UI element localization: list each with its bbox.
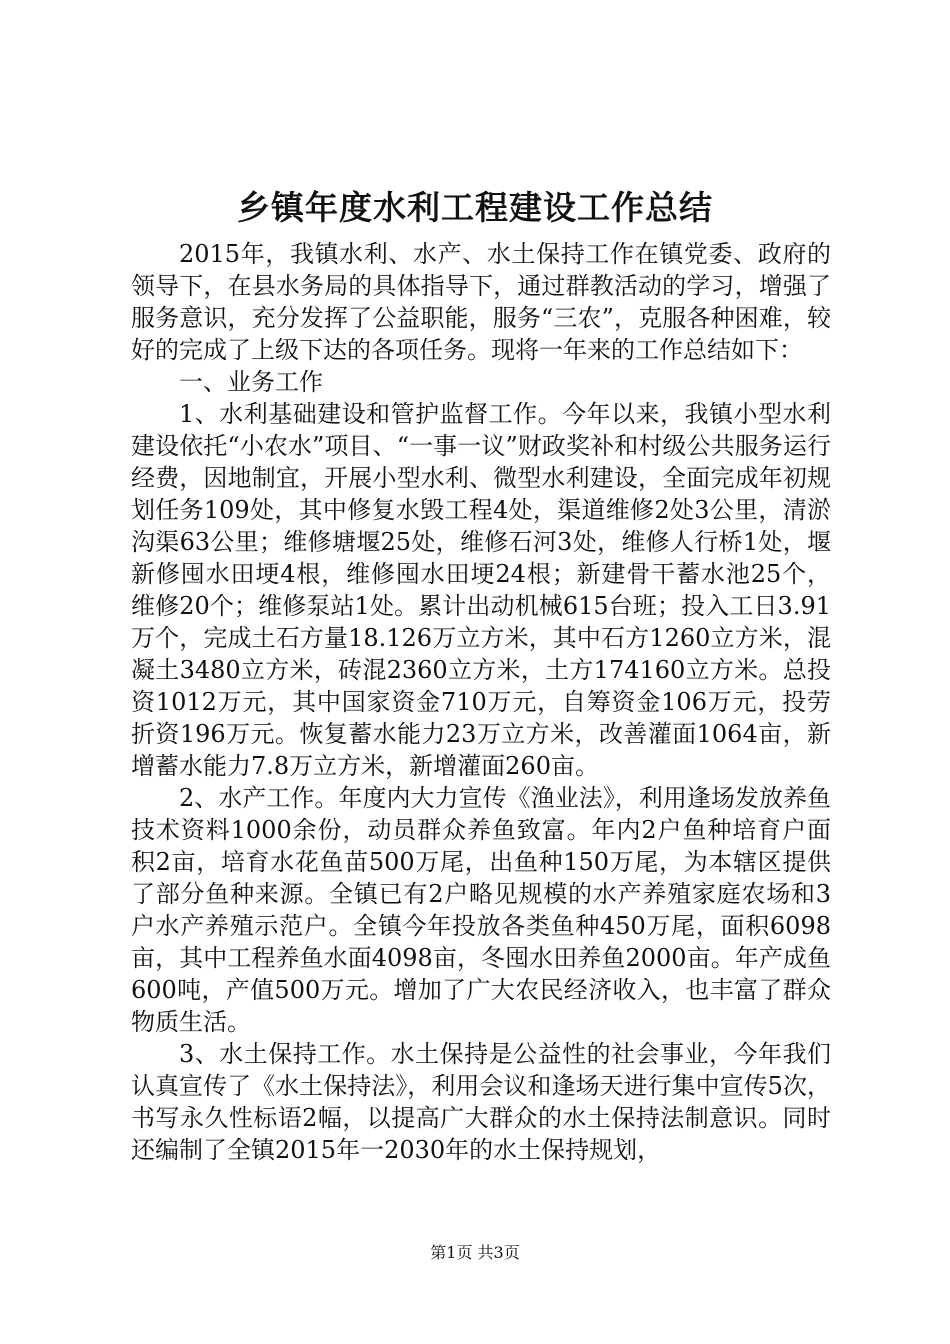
paragraph-soil-conservation: 3、水土保持工作。水土保持是公益性的社会事业，今年我们认真宣传了《水土保持法》，利用会议和逢场天进行集中宣传5次，书写永久性标语2幅，以提高广大群众的水土保持法制意识。同时还编制了全镇2015年一2030年的水土保持规划， bbox=[131, 1040, 831, 1164]
document-body bbox=[131, 238, 831, 1166]
paragraph-water-conservancy: 1、水利基础建设和管护监督工作。今年以来，我镇小型水利建设依托“小农水”项目、“一事一议”财政奖补和村级公共服务运行经费，因地制宜，开展小型水利、微型水利建设，全面完成年初规划任务109处，其中修复水毁工程4处，渠道维修2处3公里，清淤沟渠63公里；维修塘堰25处，维修石河3处，维修人行桥1处，堰新修囤水田埂4根，维修囤水田埂24根；新建骨干蓄水池25个，维修20个；维修泵站1处。累计出动机械615台班；投入工日3.91万个，完成土石方量18.126万立方米，其中石方1260立方米，混凝土3480立方米，砖混2360立方米，土方174160立方米。总投资1012万元，其中国家资金710万元，自筹资金106万元，投劳折资196万元。恢复蓄水能力23万立方米，改善灌面1064亩，新增蓄水能力7.8万立方米，新增灌面260亩。 bbox=[131, 400, 831, 780]
document-title: 乡镇年度水利工程建设工作总结 bbox=[237, 188, 713, 227]
page-number-footer: 第1页 共3页 bbox=[430, 1243, 520, 1262]
paragraph-intro: 2015年，我镇水利、水产、水土保持工作在镇党委、政府的领导下，在县水务局的具体指导下，通过群教活动的学习，增强了服务意识，充分发挥了公益职能，服务“三农”，克服各种困难，较好的完成了上级下达的各项任务。现将一年来的工作总结如下： bbox=[131, 240, 831, 364]
section-heading-business: 一、业务工作 bbox=[179, 368, 323, 396]
paragraph-aquaculture: 2、水产工作。年度内大力宣传《渔业法》，利用逢场发放养鱼技术资料1000余份，动员群众养鱼致富。年内2户鱼种培育户面积2亩，培育水花鱼苗500万尾，出鱼种150万尾，为本辖区提供了部分鱼种来源。全镇已有2户略见规模的水产养殖家庭农场和3户水产养殖示范户。全镇今年投放各类鱼种450万尾，面积6098亩，其中工程养鱼水面4098亩，冬囤水田养鱼2000亩。年产成鱼600吨，产值500万元。增加了广大农民经济收入，也丰富了群众物质生活。 bbox=[131, 784, 831, 1036]
